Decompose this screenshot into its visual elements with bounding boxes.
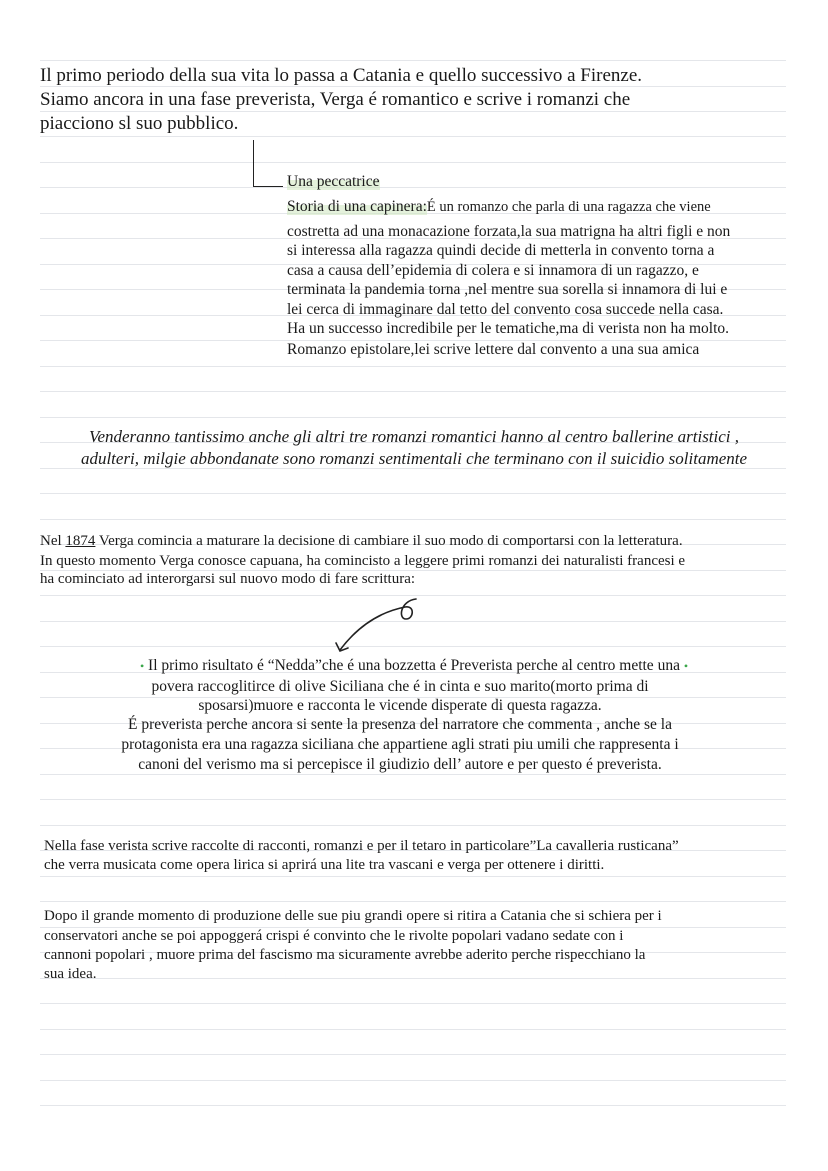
ruled-line [40,493,786,494]
final-line-4: sua idea. [44,966,97,982]
italic-line-2: adulteri, milgie abbondanate sono romanzi sentimentali che terminano con il suicidio solitamente [80,449,748,468]
ruled-line [40,1105,786,1106]
verista-line-1: Nella fase verista scrive raccolte di racconti, romanzi e per il tetaro in particolare”La cavalleria rusticana” [44,838,679,854]
nedda-line-2: povera raccoglitirce di olive Siciliana che é in cinta e suo marito(morto prima di [151,678,649,695]
nedda-line-3: sposarsi)muore e racconta le vicende disperate di questa ragazza. [198,697,602,714]
nedda-line-1: • Il primo risultato é “Nedda”che é una bozzetta é Preverista perche al centro mette una • [139,657,689,674]
ruled-line [40,162,786,163]
final-line-2: conservatori anche se poi appoggerá crispi é convinto che le rivolte popolari vadano sedate con i [44,928,624,944]
novel-desc-line: Ha un successo incredibile per le tematiche,ma di verista non ha molto. [287,320,730,337]
ruled-line [40,1054,786,1055]
bullet-icon: • [683,659,689,673]
novel-desc-line: Romanzo epistolare,lei scrive lettere dal convento a una sua amica [287,341,700,358]
ruled-line [40,1080,786,1081]
novel-desc-line: casa a causa dell’epidemia di colera e si innamora di un ragazzo, e [287,262,699,279]
para-1874-line-1: Nel 1874 Verga comincia a maturare la decisione di cambiare il suo modo di comportarsi con la letteratura. [40,533,683,549]
novel-desc-line: terminata la pandemia torna ,nel mentre sua sorella si innamora di lui e [287,281,728,298]
ruled-line [40,417,786,418]
ruled-line [40,901,786,902]
ruled-line [40,774,786,775]
year-1874: 1874 [65,533,96,549]
ruled-line [40,876,786,877]
intro-line-3: piacciono sl suo pubblico. [40,113,239,134]
ruled-line [40,825,786,826]
novel-title-peccatrice: Una peccatrice [287,173,380,190]
bracket-connector [253,186,283,187]
final-line-1: Dopo il grande momento di produzione delle sue piu grandi opere si ritira a Catania che si schiera per i [44,908,662,924]
ruled-line [40,519,786,520]
ruled-line [40,978,786,979]
novel-desc-line: costretta ad una monacazione forzata,la sua matrigna ha altri figli e non [287,223,731,240]
novel-title-capinera: Storia di una capinera: [287,198,427,215]
intro-line-1: Il primo periodo della sua vita lo passa a Catania e quello successivo a Firenze. [40,65,643,86]
novel-desc-line: si interessa alla ragazza quindi decide di metterla in convento torna a [287,242,715,259]
ruled-line [40,391,786,392]
ruled-line [40,1003,786,1004]
ruled-line [40,799,786,800]
italic-line-1: Venderanno tantissimo anche gli altri tre romanzi romantici hanno al centro ballerine artistici , [88,427,740,446]
nedda-line-5: protagonista era una ragazza siciliana che appartiene agli strati piu umili che rappresenta i [121,736,679,753]
ruled-line [40,136,786,137]
ruled-line [40,187,786,188]
ruled-line [40,366,786,367]
bracket-connector [253,140,254,186]
nedda-line-4: É preverista perche ancora si sente la presenza del narratore che commenta , anche se la [128,716,672,733]
ruled-line [40,60,786,61]
final-line-3: cannoni popolari , muore prima del fascismo ma sicuramente avrebbe aderito perche rispecchiano la [44,947,646,963]
bullet-icon: • [139,659,145,673]
ruled-line [40,1029,786,1030]
intro-line-2: Siamo ancora in una fase preverista, Verga é romantico e scrive i romanzi che [40,89,631,110]
nedda-line-6: canoni del verismo ma si percepisce il giudizio dell’ autore e per questo é preverista. [138,756,662,773]
arrow-icon [330,595,430,657]
para-1874-line-3: ha cominciato ad interorgarsi sul nuovo modo di fare scrittura: [40,571,416,587]
para-1874-line-2: In questo momento Verga conosce capuana, ha comincisto a leggere primi romanzi dei naturalisti francesi e [40,553,686,569]
novel-desc-line: lei cerca di immaginare dal tetto del convento cosa succede nella casa. [287,301,724,318]
novel-capinera-line: Storia di una capinera:É un romanzo che parla di una ragazza che viene [287,198,711,215]
verista-line-2: che verra musicata come opera lirica si aprirá una lite tra vascani e verga per ottenere i diritti. [44,857,605,873]
